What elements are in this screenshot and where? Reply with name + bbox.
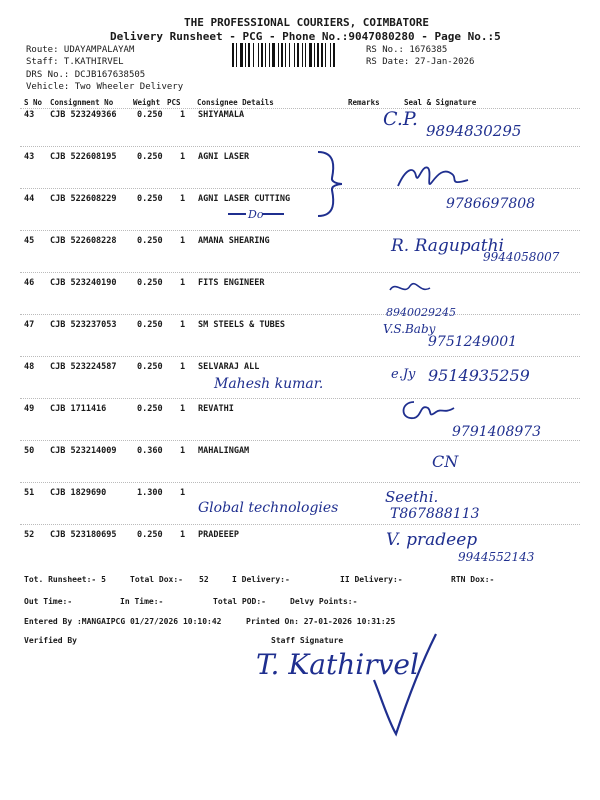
col-remarks: Remarks	[348, 98, 380, 107]
row-pcs: 1	[180, 446, 186, 456]
row-consignment: CJB 523249366	[50, 110, 117, 120]
barcode-bar	[281, 43, 283, 67]
delvy-points: Delvy Points:-	[290, 597, 358, 606]
row-pcs: 1	[180, 236, 186, 246]
hw-r48-initials: e.Jy	[391, 367, 416, 382]
row-pcs: 1	[180, 488, 186, 498]
row-sno: 52	[24, 530, 35, 540]
row-consignee: MAHALINGAM	[198, 446, 250, 456]
hw-ditto-mark	[226, 206, 286, 220]
tot-runsheet: Tot. Runsheet:- 5	[24, 575, 106, 584]
col-consignee: Consignee Details	[197, 98, 274, 107]
vehicle: Vehicle: Two Wheeler Delivery	[26, 82, 184, 92]
barcode-bar	[314, 43, 315, 67]
row-weight: 0.250	[137, 236, 163, 246]
row-pcs: 1	[180, 530, 186, 540]
row-divider	[20, 482, 580, 483]
row-weight: 0.250	[137, 362, 163, 372]
barcode-bar	[248, 43, 250, 67]
row-sno: 48	[24, 362, 35, 372]
row-pcs: 1	[180, 152, 186, 162]
total-dox-label: Total Dox:-	[130, 575, 183, 584]
in-time: In Time:-	[120, 597, 164, 606]
hw-r44-signature	[392, 160, 472, 198]
col-weight: Weight	[133, 98, 161, 107]
col-pcs: PCS	[167, 98, 181, 107]
row-sno: 47	[24, 320, 35, 330]
row-divider	[20, 356, 580, 357]
barcode-bar	[245, 43, 246, 67]
barcode-bar	[272, 43, 275, 67]
hw-r51-sign: Seethi.	[385, 488, 439, 506]
row-consignment: CJB 1829690	[50, 488, 107, 498]
row-consignee: SM STEELS & TUBES	[198, 320, 285, 330]
row-consignee: REVATHI	[198, 404, 234, 414]
hw-r52-phone: 9944552143	[458, 550, 535, 564]
hw-r43-initials: C.P.	[383, 108, 418, 130]
printed-on: Printed On: 27-01-2026 10:31:25	[246, 617, 396, 626]
hw-r43-phone: 9894830295	[426, 122, 522, 140]
hw-r47-phone1: 8940029245	[386, 306, 456, 319]
row-weight: 0.360	[137, 446, 163, 456]
row-pcs: 1	[180, 194, 186, 204]
hw-r49-signature	[398, 396, 458, 424]
row-weight: 0.250	[137, 320, 163, 330]
header-divider	[20, 108, 580, 109]
hw-staff-signature: T. Kathirvel	[256, 648, 419, 681]
hw-r48-phone: 9514935259	[428, 366, 530, 385]
total-dox-value: 52	[199, 575, 209, 584]
barcode-bar	[305, 43, 306, 67]
barcode-bar	[232, 43, 234, 67]
row-sno: 49	[24, 404, 35, 414]
row-weight: 0.250	[137, 404, 163, 414]
hw-r49-phone: 9791408973	[452, 424, 542, 440]
drs-number: DRS No.: DCJB167638505	[26, 70, 146, 80]
barcode-bar	[309, 43, 312, 67]
row-divider	[20, 230, 580, 231]
row-sno: 45	[24, 236, 35, 246]
route: Route: UDAYAMPALAYAM	[26, 45, 135, 55]
hw-r52-name: V. pradeep	[386, 530, 478, 550]
row-sno: 43	[24, 152, 35, 162]
barcode-bar	[321, 43, 323, 67]
row-consignee: SHIYAMALA	[198, 110, 245, 120]
row-consignment: CJB 522608195	[50, 152, 117, 162]
hw-r48-name: Mahesh kumar.	[214, 376, 324, 392]
rs-date: RS Date: 27-Jan-2026	[366, 57, 475, 67]
barcode-bar	[302, 43, 303, 67]
row-pcs: 1	[180, 362, 186, 372]
total-pod: Total POD:-	[213, 597, 266, 606]
entered-by: Entered By :MANGAIPCG 01/27/2026 10:10:42	[24, 617, 222, 626]
row-consignment: CJB 523214009	[50, 446, 117, 456]
barcode-bar	[265, 43, 266, 67]
row-weight: 0.250	[137, 278, 163, 288]
hw-r51-name: Global technologies	[198, 500, 339, 516]
row-divider	[20, 272, 580, 273]
row-divider	[20, 524, 580, 525]
row-sno: 50	[24, 446, 35, 456]
barcode-bar	[297, 43, 299, 67]
i-delivery: I Delivery:-	[232, 575, 290, 584]
row-consignee: PRADEEEP	[198, 530, 239, 540]
row-weight: 0.250	[137, 110, 163, 120]
hw-check-mark	[370, 630, 440, 740]
row-divider	[20, 314, 580, 315]
row-consignee: SELVARAJ ALL	[198, 362, 260, 372]
row-consignment: CJB 523237053	[50, 320, 117, 330]
barcode-bar	[240, 43, 243, 67]
barcode-bar	[333, 43, 335, 67]
row-consignment: CJB 523180695	[50, 530, 117, 540]
barcode-bar	[258, 43, 259, 67]
barcode-bar	[289, 43, 290, 67]
hw-r45-name: R. Ragupathi	[391, 236, 504, 256]
hw-r46-signature	[386, 276, 432, 298]
row-consignee: AGNI LASER	[198, 152, 250, 162]
row-consignment: CJB 522608229	[50, 194, 117, 204]
row-consignee: AGNI LASER CUTTING	[198, 194, 291, 204]
row-pcs: 1	[180, 278, 186, 288]
col-signature: Seal & Signature	[404, 98, 477, 107]
row-sno: 43	[24, 110, 35, 120]
barcode-bar	[285, 43, 286, 67]
rs-number: RS No.: 1676385	[366, 45, 448, 55]
row-pcs: 1	[180, 320, 186, 330]
row-consignee: FITS ENGINEER	[198, 278, 265, 288]
hw-r47-phone2: 9751249001	[428, 334, 518, 350]
row-divider	[20, 398, 580, 399]
runsheet-subtitle: Delivery Runsheet - PCG - Phone No.:9047080280 - Page No.:5	[110, 30, 501, 43]
row-consignee: AMANA SHEARING	[198, 236, 270, 246]
barcode-bar	[294, 43, 295, 67]
row-weight: 0.250	[137, 152, 163, 162]
barcode-bar	[317, 43, 319, 67]
col-consignment: Consignment No	[50, 98, 114, 107]
row-weight: 0.250	[137, 194, 163, 204]
row-consignment: CJB 523224587	[50, 362, 117, 372]
staff-signature-label: Staff Signature	[271, 636, 344, 645]
row-weight: 0.250	[137, 530, 163, 540]
barcode-bar	[253, 43, 254, 67]
hw-r50-mark: CN	[432, 452, 459, 471]
company-name: THE PROFESSIONAL COURIERS, COIMBATORE	[184, 16, 430, 29]
barcode	[232, 43, 360, 67]
col-sno: S No	[24, 98, 43, 107]
verified-by: Verified By	[24, 636, 77, 645]
barcode-bar	[269, 43, 270, 67]
row-sno: 44	[24, 194, 35, 204]
row-pcs: 1	[180, 404, 186, 414]
out-time: Out Time:-	[24, 597, 73, 606]
barcode-bar	[325, 43, 326, 67]
hw-r47-name: V.S.Baby	[383, 322, 436, 336]
row-sno: 51	[24, 488, 35, 498]
ii-delivery: II Delivery:-	[340, 575, 403, 584]
hw-r44-phone: 9786697808	[446, 196, 536, 212]
row-weight: 1.300	[137, 488, 163, 498]
row-divider	[20, 146, 580, 147]
row-consignment: CJB 523240190	[50, 278, 117, 288]
barcode-bar	[236, 43, 237, 67]
barcode-bar	[278, 43, 279, 67]
row-consignment: CJB 522608228	[50, 236, 117, 246]
row-divider	[20, 188, 580, 189]
rtn-dox: RTN Dox:-	[451, 575, 495, 584]
svg-text:Do: Do	[248, 208, 264, 220]
row-pcs: 1	[180, 110, 186, 120]
hw-bracket	[310, 148, 350, 220]
hw-r45-phone: 9944058007	[483, 250, 560, 264]
hw-r51-phone: T867888113	[390, 506, 480, 522]
row-divider	[20, 440, 580, 441]
staff: Staff: T.KATHIRVEL	[26, 57, 124, 67]
row-consignment: CJB 1711416	[50, 404, 107, 414]
barcode-bar	[261, 43, 263, 67]
row-sno: 46	[24, 278, 35, 288]
barcode-bar	[330, 43, 331, 67]
